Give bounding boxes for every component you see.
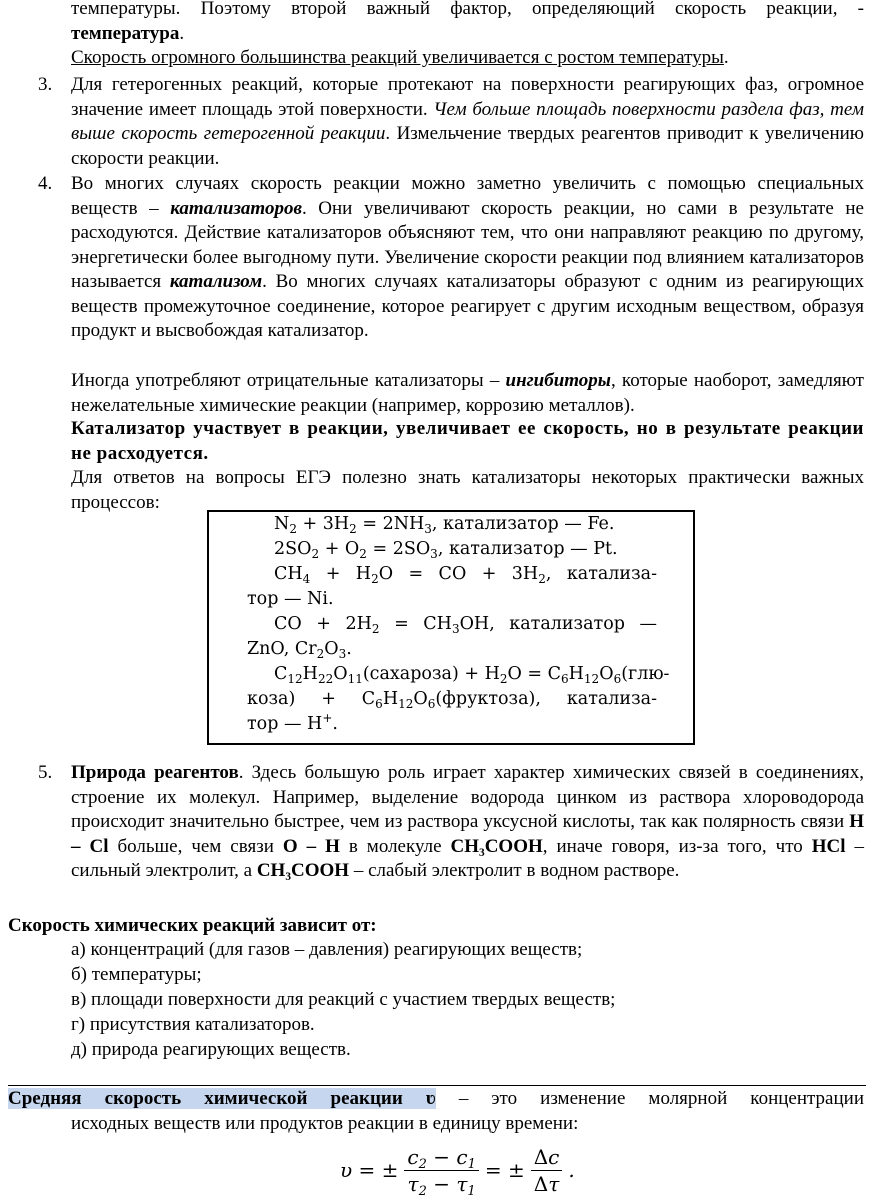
inhibitors-term: ингибиторы [505,370,611,391]
item-4-paragraph: Во многих случаях скорость реакции можно заметно увеличить с помощью специальных веществ – катализаторов. Они увеличивают скорость реакции, но сами в результате не расходуются. Действие катализаторов объясняют тем, что они направляют реакцию по другому, энергетически более выгодному пути. Увеличение скорости реакции под влиянием катализаторов называется катализом. Во многих случаях катализаторы образуют с одним из реагирующих веществ промежуточное соединение, которое реагирует с другим исходным веществом, образуя продукт и высвобождая катализатор. [71,173,865,341]
catalysis-term: катализом [169,271,263,292]
item-3-number: 3. [38,74,53,95]
surface-area-rule: Чем больше площадь поверхности раздела фаз, тем выше скорость гетерогенной реакции [71,98,864,144]
inhibitors-paragraph: Иногда употребляют отрицательные катализаторы – ингибиторы, которые наоборот, замедляют нежелательные химические реакции (например, коррозию металлов). [71,370,864,416]
item-5-paragraph: Природа реагентов. Здесь большую роль играет характер химических связей в соединениях, строение их молекул. Например, выделение водорода цинком из раствора хлороводорода происходит значительно быстрее, чем из раствора уксусной кислоты, так как полярность связи H – Cl больше, чем связи O – H в молекуле CH₃COOH, иначе говоря, из-за того, что HCl – сильный электролит, а CH₃COOH – слабый электролит в водном растворе. [71,762,864,881]
item-3-paragraph: Для гетерогенных реакций, которые протекают на поверхности реагирующих фаз, огромное значение имеет площадь этой поверхности. Чем больше площадь поверхности раздела фаз, тем выше скорость гетерогенной реакции. Измельчение твердых реагентов приводит к увеличению скорости реакции. [71,74,864,169]
list-item: а) концентраций (для газов – давления) реагирующих веществ; [71,939,583,960]
continuation-paragraph: температуры. Поэтому второй важный фактор, определяющий скорость реакции, - температура. Скорость огромного большинства реакций увеличивается с ростом температуры. [71,0,864,71]
section-divider [8,1085,866,1086]
summary-heading: Скорость химических реакций зависит от: [8,915,377,936]
reaction-ammonia: $N_2 + 3H_2 = 2NH_3$, катализатор — Fe. [274,514,615,536]
average-rate-formula: υ = ± $\frac{c_2 - c_1}{\tau_2 - \tau_1}$ = ± $\frac{\Delta c}{\Delta\tau}$ . [340,1144,575,1199]
concentration-fraction: $\frac{c_2 - c_1}{\tau_2 - \tau_1}$ [404,1144,478,1197]
reaction-methane: $CH_4 + H_2O$ = CO + $3H_2$, катализа- [274,564,657,586]
temperature-term: температура [71,22,180,44]
catalysts-term: катализаторов [170,197,302,219]
catalyst-reactions-box: $N_2 + 3H_2 = 2NH_3$, катализатор — Fe. $2SO_2 + O_2 = 2SO_3$, катализатор — Pt. $CH_4 + H_2O$ = CO + $3H_2$, катализа- тор — Ni. CO + $2H_2 = CH_3OH$, катализатор — ZnO, $Cr_2O_3$. $C_{12}H_{22}O_{11}(сахароза) + H_2O = C_6H_{12}O_6(глю-$ коза) + $C_6H_{12}O_6(фруктоза)$, катализа- тор — H+. [207,510,695,745]
summary-list [71,938,615,1063]
reaction-sucrose: $C_{12}H_{22}O_{11}(сахароза) + H_2O = C_6H_{12}O_6(глю-$ [274,664,670,686]
item-4-number: 4. [38,173,53,194]
reagent-nature-term: Природа реагентов [71,762,239,783]
list-item: в) площади поверхности для реакций с участием твердых веществ; [71,989,616,1010]
delta-fraction: $\frac{\Delta c}{\Delta\tau}$ [531,1144,563,1197]
continuation-line: температуры. Поэтому второй важный фактор, определяющий скорость реакции, - [71,0,864,19]
reaction-sulfur-trioxide: $2SO_2 + O_2 = 2SO_3$, катализатор — Pt. [274,539,618,561]
item-5-number: 5. [38,762,53,783]
list-item: г) присутствия катализаторов. [71,1014,315,1035]
reaction-methanol: CO + $2H_2 = CH_3OH$, катализатор — [274,614,657,636]
average-rate-definition: Средняя скорость химической реакции ʋ – это изменение молярной концентрации исходных веществ или продуктов реакции в единицу времени: [8,1088,864,1134]
ege-note: Для ответов на вопросы ЕГЭ полезно знать катализаторы некоторых практически важных процессов: [71,467,864,513]
average-rate-term: Средняя скорость химической реакции ʋ [8,1088,436,1109]
list-item: б) температуры; [71,964,202,985]
list-item: д) природа реагирующих веществ. [71,1039,351,1060]
catalyst-definition: Катализатор участвует в реакции, увеличивает ее скорость, но в результате реакции не расходуется. [71,418,864,464]
temperature-rule: Скорость огромного большинства реакций увеличивается с ростом температуры [71,47,724,68]
